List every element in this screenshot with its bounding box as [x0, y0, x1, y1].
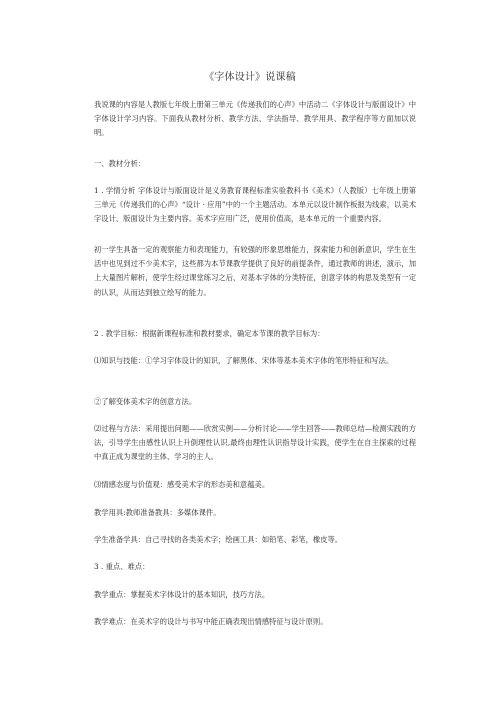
teaching-difficulty-paragraph: 教学难点：在美术字的设计与书写中能正确表现出情感特征与设计原则。: [94, 617, 328, 626]
process-method-paragraph: ⑵过程与方法：采用提出问题——欣赏实例——分析讨论——学生回答——教师总结—检测实践的方法，引导学生由感性认识上升倒理性认识,最终由理性认识指导设计实践，使学生在自主探索的过程中真正成为课堂的主体、学习的主人。: [94, 424, 416, 462]
knowledge-skills-paragraph: ⑴知识与技能：①学习字体设计的知识，了解黑体、宋体等基本美术字体的笔形特征和写法。: [94, 356, 394, 365]
key-difficult-heading: 3 . 重点、难点：: [94, 562, 150, 571]
section-heading-textbook-analysis: 一、教材分析：: [94, 159, 146, 168]
emotion-values-paragraph: ⑶情感态度与价值观：感受美术字的形态美和意蕴美。: [94, 480, 270, 489]
student-analysis-paragraph: 初一学生具备一定的观察能力和表现能力，有较强的形象思维能力，探索能力和创新意识，学生在生活中也见到过不少美术字，这些都为本节课教学提供了良好的前提条件，通过教师的讲述，演示，加上大量图片解析，使学生经过课堂练习之后，对基本字体的分类特征，创意字体的构思及类型有一定的认识，从而达到独立绘写的能力。: [94, 245, 416, 297]
teaching-key-point-paragraph: 教学重点：掌握美术字体设计的基本知识，技巧方法。: [94, 590, 270, 599]
student-tools-paragraph: 学生准备学具：自己寻找的各类美术字；绘画工具：如铅笔、彩笔，橡皮等。: [94, 535, 343, 544]
document-title: 《字体设计》说课稿: [204, 72, 296, 83]
teaching-objectives-heading: 2 . 教学目标：根据新课程标准和教材要求，确定本节课的教学目标为：: [94, 329, 325, 338]
learning-situation-paragraph: 1 . 学情分析 字体设计与版面设计是义务教育课程标准实验教科书《美术》（人教版）七年级上册第三单元《传递我们的心声》“设计 · 应用”中的一个主题活动。本单元以设计制作板报为线索，以美术字设计、版面设计为主要内容。美术字应用广泛，使用价值高，是本单元的一个重要内容。: [94, 186, 416, 224]
teaching-tools-paragraph: 教学用具:教师准备教具：多媒体课件。: [94, 508, 221, 517]
intro-paragraph: 我说课的内容是人教版七年级上册第三单元《传递我们的心声》中活动二《字体设计与版面设计》中字体设计学习内容。下面我从教材分析、教学方法、学法指导、教学用具、教学程序等方面加以说明。: [94, 100, 416, 138]
creative-method-paragraph: ②了解变体美术字的创意方法。: [94, 397, 197, 406]
